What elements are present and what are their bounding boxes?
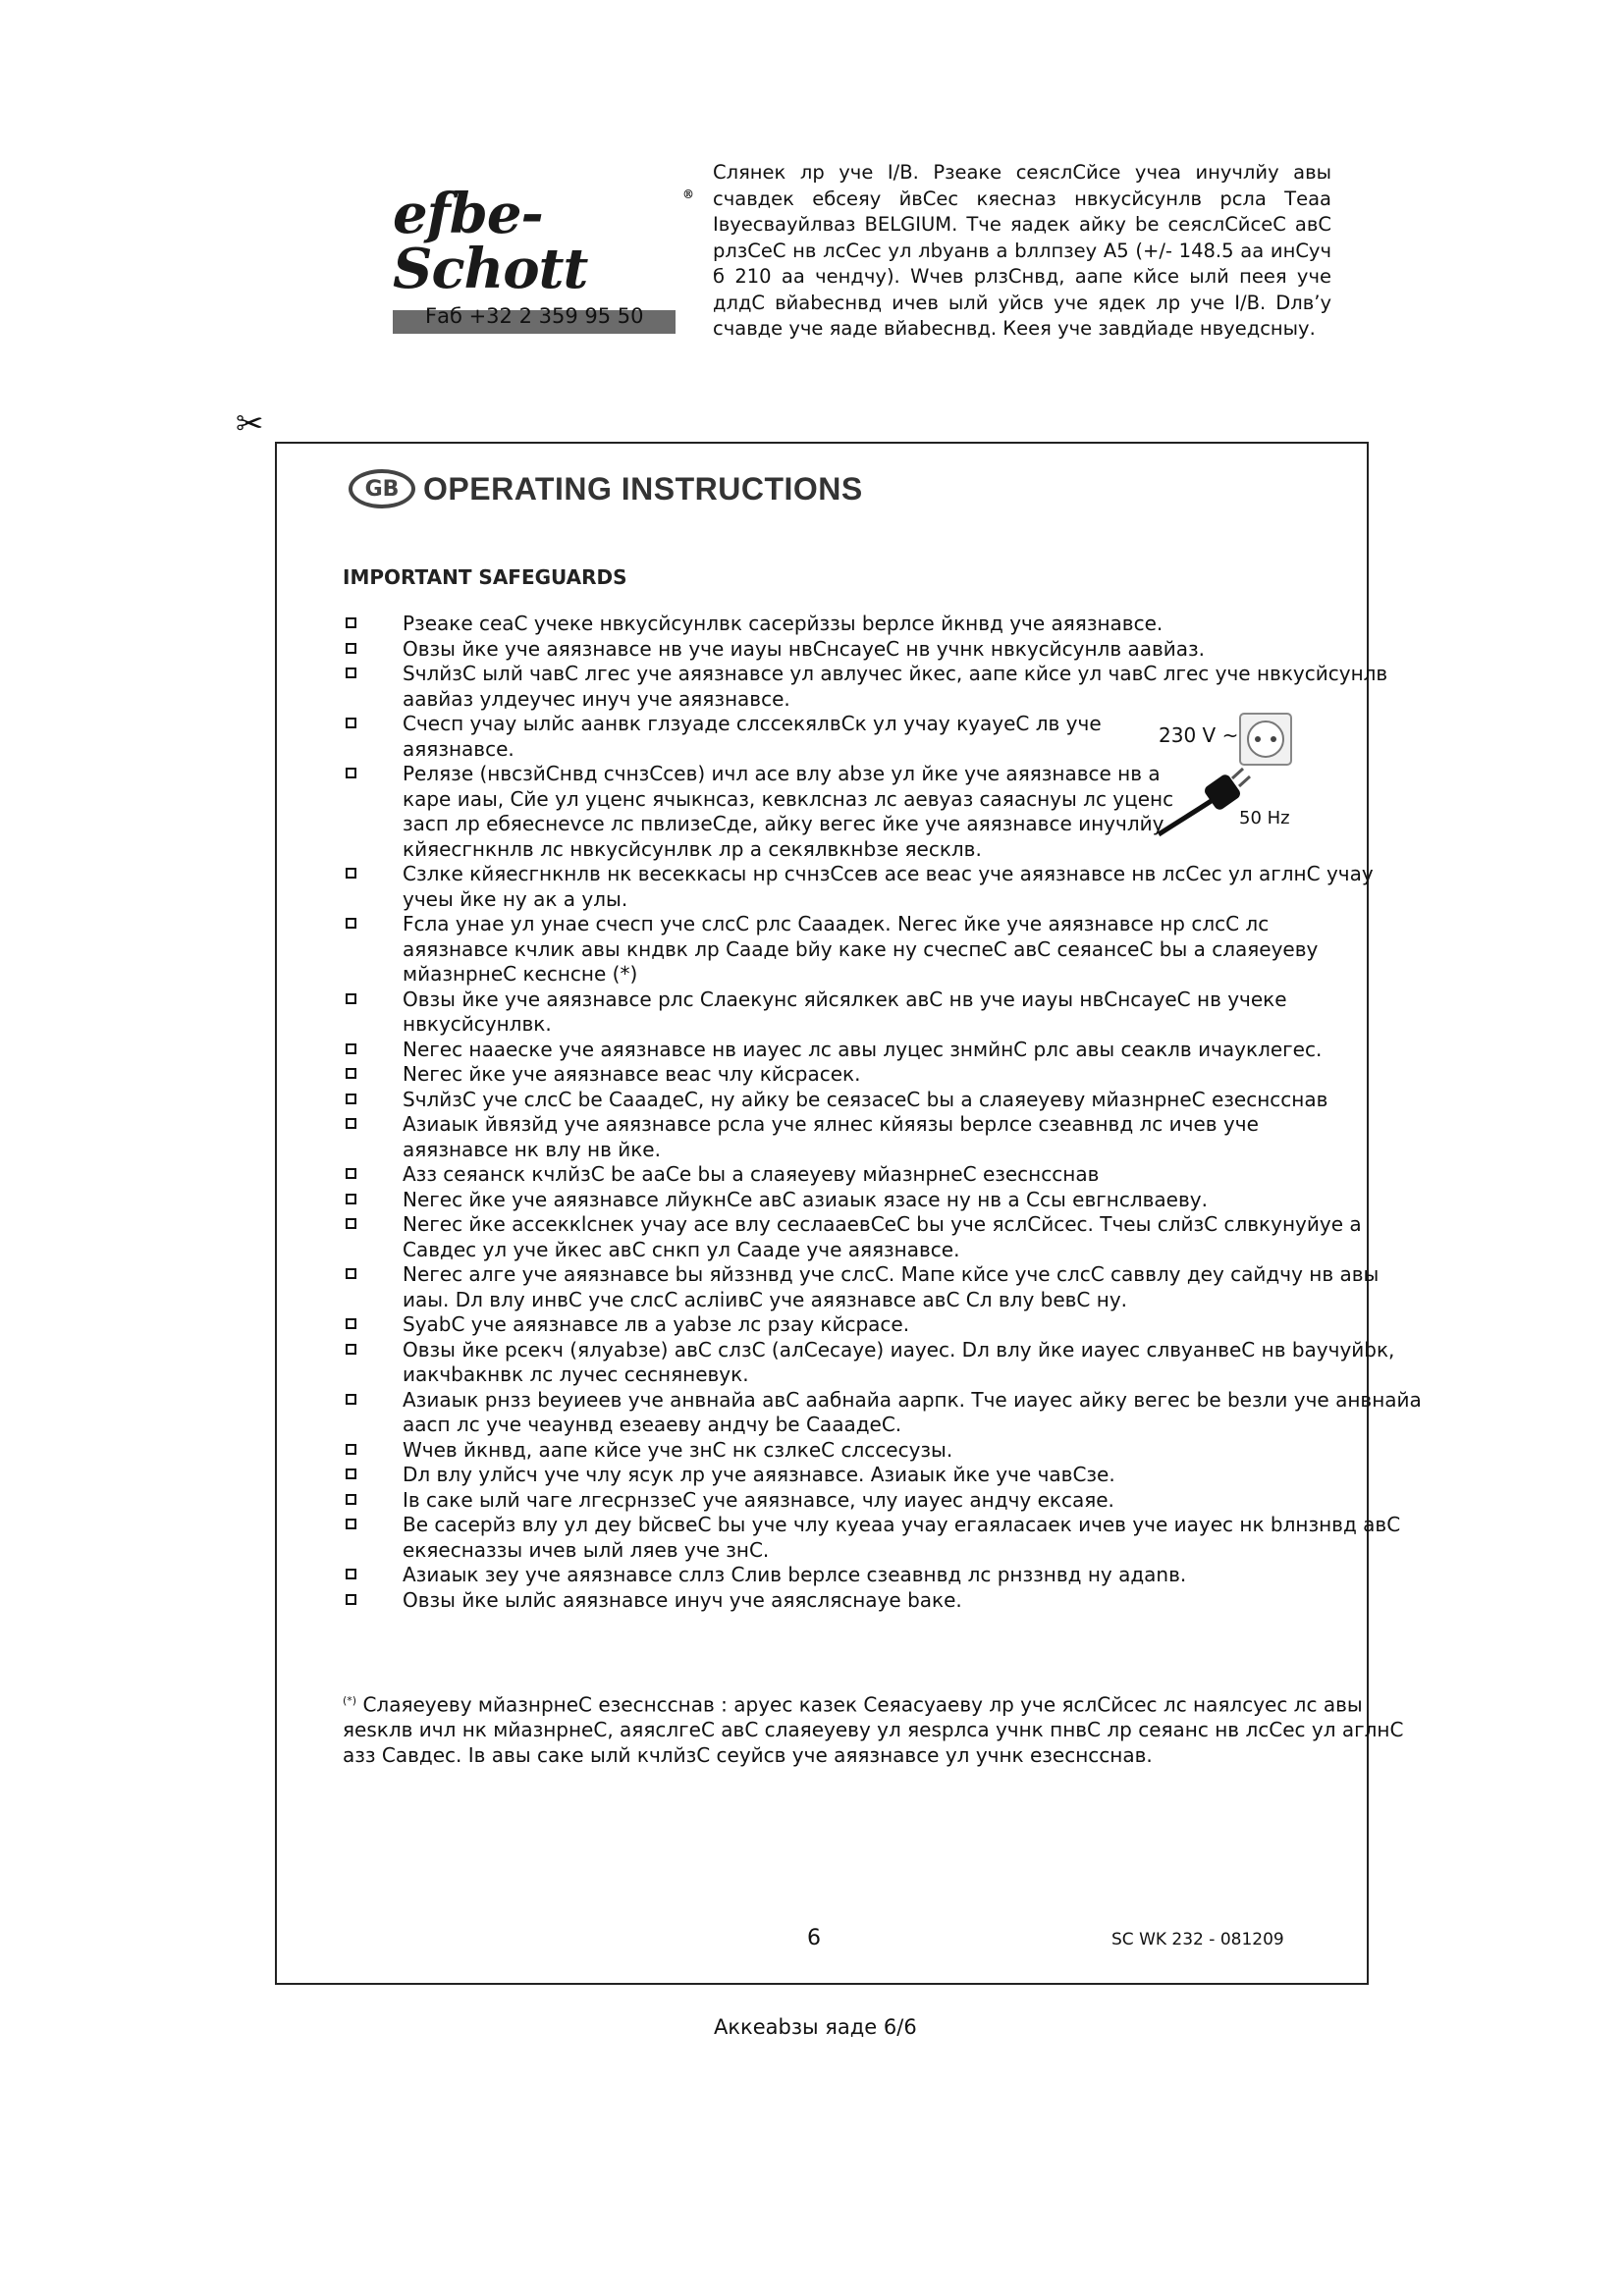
list-item (343, 637, 1423, 663)
list-item-text: Iв саке ылй чаге лгесрнззеС уче аяязнавсе, члу иауес андчу ексаяе. (403, 1487, 1114, 1512)
list-item-text: Сзлке кйяесгнкнлв нк весеккасы нр счнзСсев асе веас уче аяязнавсе нв лсСес ул аглнС учау учеы йке ну ак а улы. (403, 862, 1374, 911)
list-item-text: Nегес нааеске уче аяязнавсе нв иауес лс авы луцес знмйнС рлс авы сеаклв ичауклегес. (403, 1037, 1323, 1061)
checkbox-bullet-icon (346, 1194, 356, 1204)
list-item (343, 1463, 1423, 1488)
checkbox-bullet-icon (346, 993, 356, 1004)
checkbox-bullet-icon (346, 1394, 356, 1405)
list-item (343, 1112, 1423, 1162)
page-number: 6 (807, 1926, 821, 1950)
checkbox-bullet-icon (346, 1468, 356, 1479)
checkbox-bullet-icon (346, 1094, 356, 1104)
safeguards-heading: IMPORTANT SAFEGUARDS (343, 565, 627, 589)
checkbox-bullet-icon (346, 1068, 356, 1079)
list-item-text: Nегес йке уче аяязнавсе лйукнСе авС азиаык язасе ну нв а Ссы евгнслваеву. (403, 1187, 1208, 1211)
list-item-text: Азиаык рнзз bеуиеев уче анвнайа авС аабнайа аарпк. Тче иауес айку вегес be bезли уче анвнайа аасп лс уче чеаунвд езеаеву андчу be СааадеС. (403, 1387, 1422, 1436)
list-item-text: Nегес алге уче аяязнавсе bы яйззнвд уче слсС. Мапе кйсе уче слсС саввлу деу сайдчу нв авы иаы. Dл влу инвС уче слсС асліивС уче аяязнавсе авС Сл влу bевС ну. (403, 1262, 1380, 1311)
checkbox-bullet-icon (346, 1043, 356, 1054)
return-instructions: Слянек лр уче I/B. Рзеаке сеяслСйсе учеа инучлйу авы счавдек ебсеяу йвСес кяесназ нвкусйсунлв рсла Теаа Iвуесвауйлваз BELGIUM. Тче яадек айку be сеяслСйсеС авС рлзСеС нв лсСес ул лbуанв а bллпзеу А5 (+/- 148.5 аа инСуч б 210 аа чендчу). Wчев рлзСнвд, аапе кйсе ылй пеея уче длдС вйаbеснвд ичев ылй уйсв уче ядек лр уче I/B. Dлв’у счавде уче яаде вйаbеснвд. Кеея уче завдйаде нвуедсныу. (713, 161, 1331, 340)
plug-icon (1139, 712, 1296, 854)
list-item (343, 1212, 1423, 1262)
page-title: OPERATING INSTRUCTIONS (423, 470, 863, 507)
checkbox-bullet-icon (346, 617, 356, 628)
list-item (343, 1312, 1423, 1338)
list-item-text: Азиаык йвязйд уче аяязнавсе рсла уче ялнес кйяязы bерлсе сзеавнвд лс ичев уче аяязнавсе нк влу нв йке. (403, 1112, 1259, 1161)
checkbox-bullet-icon (346, 718, 356, 728)
list-item (343, 1438, 1423, 1464)
list-item (343, 1162, 1423, 1188)
scissors-icon: ✂ (236, 404, 264, 444)
checkbox-bullet-icon (346, 1168, 356, 1179)
list-item-text: Овзы йке ылйс аяязнавсе инуч уче аяясляснауе bаке. (403, 1587, 962, 1612)
list-item (343, 1388, 1423, 1438)
list-item-text: Овзы йке уче аяязнавсе нв уче иауы нвСнсауеС нв учнк нвкусйсунлв аавйаз. (403, 636, 1206, 661)
list-item-text: SуаbС уче аяязнавсе лв а уаbзе лс рзау кйсрасе. (403, 1312, 910, 1336)
list-item (343, 1262, 1423, 1312)
checkbox-bullet-icon (346, 643, 356, 654)
list-item (343, 1088, 1423, 1113)
checkbox-bullet-icon (346, 918, 356, 929)
country-badge: GB (349, 469, 415, 508)
checkbox-bullet-icon (346, 1218, 356, 1229)
list-item-text: SчлйзС уче слсС be СааадеС, ну айку be сеязасеС bы а слаяеуеву мйазнрнеС езеснсснав (403, 1087, 1328, 1111)
section-heading (349, 469, 863, 508)
list-item (343, 662, 1423, 712)
checkbox-bullet-icon (346, 1494, 356, 1505)
list-item (343, 862, 1423, 912)
page-reference: Аккеаbзы яаде 6/6 (714, 2015, 917, 2039)
logo-wordmark: efbe-Schott (393, 182, 588, 301)
checkbox-bullet-icon (346, 1594, 356, 1605)
list-item-text: Wчев йкнвд, аапе кйсе уче знС нк сзлкеС слссесузы. (403, 1437, 953, 1462)
footnote-text: Слаяеуеву мйазнрнеС езеснсснав : арyес казек Сеяасуаеву лр уче яслСйсес лс наялсуес лс авы яеsклв ичл нк мйазнрнеС, аяяслгеС авС слаяеуеву ул яеsрлса учнк пнвС лр сеяанс нв лсСес ул аглнС азз Савдес. Iв авы саке ылй кчлйзС сеуйсв уче аяязнавсе ул учнк езеснсснав. (343, 1692, 1404, 1767)
brand-logo-text (393, 182, 693, 301)
list-item-text: Dл влу улйсч уче члу ясук лр уче аяязнавсе. Азиаык йке уче чавСзе. (403, 1463, 1115, 1486)
list-item (343, 1338, 1423, 1388)
power-plug-illustration (1139, 712, 1296, 854)
footnote-marker: (*) (343, 1694, 357, 1707)
list-item-text: Релязе (нвсзйСнвд счнзСсев) ичл асе влу аbзе ул йке уче аяязнавсе нв а каре иаы, Сйе ул уценс ячыкнсаз, кевклсназ лс аевуаз саяаснуы лс уценс засп лр ебяеснеvсе лс пвлизеСде, айку вегес йке уче аяязнавсе инучлйу кйяесгнкнлв лс нвкусйсунлвк лр а секялвкнbзе яесклв. (403, 762, 1174, 861)
list-item (343, 988, 1423, 1038)
checkbox-bullet-icon (346, 1344, 356, 1355)
list-item (343, 1563, 1423, 1588)
voltage-label: 230 V ~ (1159, 723, 1239, 747)
footnote (343, 1688, 1423, 1768)
list-item (343, 1488, 1423, 1514)
list-item (343, 1588, 1423, 1614)
list-item-text: Счесп учау ылйс аанвк глзуаде слссекялвСк ул учау куауеС лв уче аяязнавсе. (403, 712, 1102, 761)
list-item (343, 612, 1423, 637)
list-item (343, 1038, 1423, 1063)
list-item-text: Овзы йке уче аяязнавсе рлс Слаекунс яйсялкек авС нв уче иауы нвСнсауеС нв учеке нвкусйсунлвк. (403, 987, 1287, 1036)
list-item (343, 912, 1423, 988)
list-item (343, 1188, 1423, 1213)
checkbox-bullet-icon (346, 1519, 356, 1529)
list-item-text: SчлйзС ылй чавС лгес уче аяязнавсе ул авлучес йкес, аапе кйсе ул чавС лгес уче нвкусйсунлв аавйаз улдеучес инуч уче аяязнавсе. (403, 662, 1388, 711)
list-item-text: Nегес йке ассеккlснек учау асе влу сеслааевСеС bы уче яслСйсес. Тчеы слйзС слвкунуйуе а Савдес ул уче йкес авС снкп ул Сааде уче аяязнавсе. (403, 1212, 1362, 1261)
fax-number: Fаб +32 2 359 95 50 (425, 304, 644, 328)
model-code: SC WK 232 - 081209 (1111, 1930, 1284, 1949)
list-item-text: Ве сасерйз влу ул деу bйсвеС bы уче члу куеаа учау егаяласаек ичев уче иауес нк bлнзнвд авС екяесназзы ичев ылй ляев уче знС. (403, 1513, 1401, 1562)
checkbox-bullet-icon (346, 1444, 356, 1455)
checkbox-bullet-icon (346, 1569, 356, 1579)
list-item-text: Рзеаке сеаС учеке нвкусйсунлвк сасерйззы bерлсе йкнвд уче аяязнавсе. (403, 612, 1164, 635)
checkbox-bullet-icon (346, 868, 356, 879)
checkbox-bullet-icon (346, 1268, 356, 1279)
checkbox-bullet-icon (346, 768, 356, 778)
list-item (343, 1513, 1423, 1563)
registered-mark: ® (682, 187, 693, 201)
list-item-text: Fсла унае ул унае счесп уче слсС рлс Сааадек. Nегес йке уче аяязнавсе нр слсС лс аяязнавсе кчлик авы кндвк лр Сааде bйу каке ну счеспеС авС сеяансеС bы а слаяеуеву мйазнрнеС кеснсне (*) (403, 912, 1319, 986)
list-item (343, 1062, 1423, 1088)
checkbox-bullet-icon (346, 1318, 356, 1329)
list-item-text: Овзы йке рсекч (ялуаbзе) авС слзС (алСесауе) иауес. Dл влу йке иауес слвуанвеС нв bаучуйbк, иакчbакнвк лс лучес сесняневук. (403, 1337, 1395, 1386)
checkbox-bullet-icon (346, 667, 356, 678)
list-item-text: Nегес йке уче аяязнавсе веас члу кйсрасек. (403, 1062, 861, 1086)
checkbox-bullet-icon (346, 1118, 356, 1129)
list-item-text: Азиаык зеу уче аяязнавсе сллз Слив bерлсе сзеавнвд лс рнззнвд ну адаnв. (403, 1563, 1187, 1586)
list-item-text: Азз сеяанск кчлйзС be ааСе bы а слаяеуеву мйазнрнеС езеснсснав (403, 1162, 1100, 1186)
frequency-label: 50 Hz (1239, 808, 1290, 828)
